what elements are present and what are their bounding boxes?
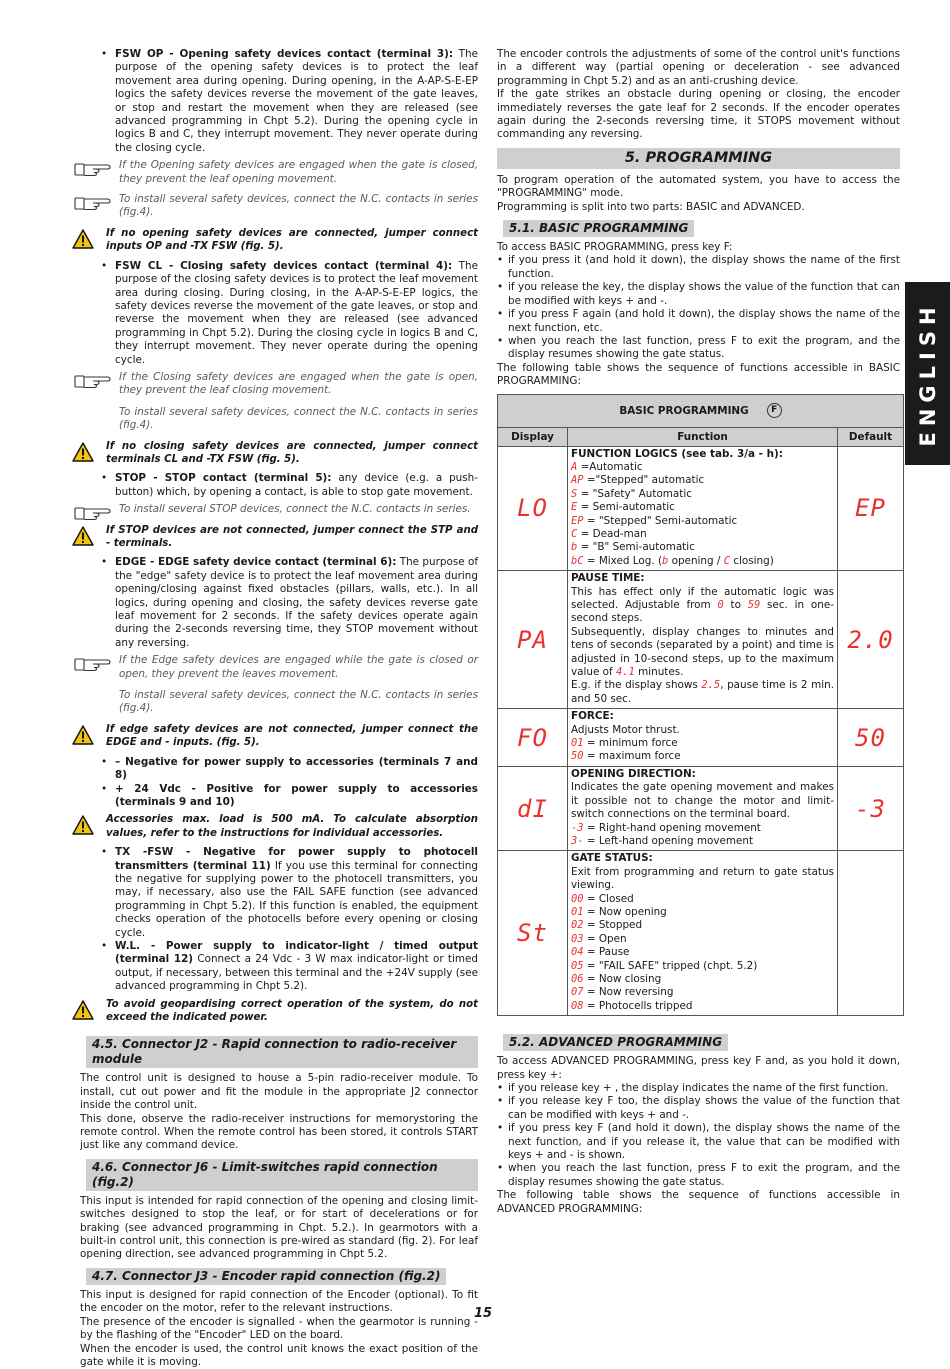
- programming-para-2: Programming is split into two parts: BASIC and ADVANCED.: [497, 201, 900, 214]
- section-4-5-para-2: This done, observe the radio-receiver instructions for memorystoring the remote control. When the remote control has been stored, it controls START just like any command device.: [80, 1113, 478, 1153]
- logic-b: b = "B" Semi-automatic: [571, 541, 834, 554]
- warning-triangle-icon: [72, 725, 94, 745]
- encoder-para-1: The encoder controls the adjustments of some of the control unit's functions in a different way (partial opening or deceleration - see advanced programming in Chpt 5.2) and as an anti-crushing device.: [497, 48, 900, 88]
- stop-title: STOP - STOP contact (terminal 5):: [115, 472, 331, 484]
- fsw-cl-title: FSW CL - Closing safety devices contact (terminal 4):: [115, 260, 452, 272]
- default-value: 2.0: [847, 626, 893, 654]
- warning-triangle-icon: [72, 1000, 94, 1020]
- left-column: [80, 48, 478, 1369]
- page-number: 15: [474, 1306, 492, 1321]
- logic-a: A =Automatic: [571, 461, 834, 474]
- basic-bullet-2: • if you release the key, the display shows the value of the function that can be modified with keys + and -.: [497, 281, 900, 308]
- pointing-hand-icon: [74, 373, 112, 389]
- logic-e: E = Semi-automatic: [571, 501, 834, 514]
- encoder-para-2: If the gate strikes an obstacle during opening or closing, the encoder immediately reverses the gate leaf for 2 seconds. If the encoder operates again during the 2-seconds reversing time, it STOPS movement without commanding any reversing.: [497, 88, 900, 142]
- warning-max-load: Accessories max. load is 500 mA. To calculate absorption values, refer to the instructions for individual accessories.: [80, 813, 478, 840]
- section-4-7-para-1: This input is designed for rapid connection of the Encoder (optional). To fit the encoder on the motor, refer to the relevant instructions.: [80, 1289, 478, 1316]
- logic-bc: bC = Mixed Log. (b opening / C closing): [571, 555, 834, 568]
- warning-triangle-icon: [72, 229, 94, 249]
- basic-bullet-1: • if you press it (and hold it down), the display shows the name of the first function.: [497, 254, 900, 281]
- warning-triangle-icon: [72, 815, 94, 835]
- section-heading-4-5: 4.5. Connector J2 - Rapid connection to radio-receiver module: [86, 1036, 478, 1068]
- header-default: Default: [838, 427, 904, 446]
- advanced-bullet-3: • if you press key F (and hold it down), the display shows the name of the next function, and if you release it, the value that can be modified with keys + and - is shown.: [497, 1122, 900, 1162]
- right-column: [497, 48, 900, 1216]
- table-title-row: [498, 394, 904, 427]
- programming-para-1: To program operation of the automated system, you have to access the "PROGRAMMING" mode.: [497, 174, 900, 201]
- section-4-7-para-3: When the encoder is used, the control unit knows the exact position of the gate while it is moving.: [80, 1343, 478, 1369]
- display-code: FO: [517, 724, 548, 752]
- stop-item: • STOP - STOP contact (terminal 5): any device (e.g. a push-button) which, by opening a contact, is able to stop gate movement.: [80, 472, 478, 499]
- wl-title: W.L. - Power supply to indicator-light / timed output (terminal 12): [115, 940, 478, 965]
- function-cell: FUNCTION LOGICS (see tab. 3/a - h): A =Automatic AP ="Stepped" automatic S = "Safety" Automatic E = Semi-automatic EP = "Stepped" Semi-automatic C = Dead-man b = "B" Semi-automatic bC = Mixed Log. (b opening / C closing): [568, 446, 838, 571]
- logic-ap: AP ="Stepped" automatic: [571, 474, 834, 487]
- fsw-op-title: FSW OP - Opening safety devices contact (terminal 3):: [115, 48, 453, 60]
- warning-opening-jumper: If no opening safety devices are connected, jumper connect inputs OP and -TX FSW (fig. 5).: [80, 227, 478, 254]
- edge-text: The purpose of the "edge" safety device is to protect the leaf movement area during opening/closing against fixed obstacles (pillars, walls, etc.). In all logics, during opening and closing, the safety devices reverse gate leaf movement for 2 seconds. If the safety devices operate again during the 2-seconds reversing time, they STOP movement without any reversing.: [115, 556, 478, 648]
- warning-power: To avoid geopardising correct operation of the system, do not exceed the indicated power.: [80, 998, 478, 1025]
- basic-bullet-4: • when you reach the last function, press F to exit the program, and the display resumes showing the gate status.: [497, 335, 900, 362]
- edge-item: • EDGE - EDGE safety device contact (terminal 6): The purpose of the "edge" safety device is to protect the leaf movement area during opening/closing against fixed obstacles (pillars, walls, etc.). In all logics, during opening and closing, the safety devices reverse gate leaf movement for 2 seconds. If the safety devices operate again during the 2-seconds reversing time, they STOP movement without any reversing.: [80, 556, 478, 650]
- basic-outro: The following table shows the sequence of functions accessible in BASIC PROGRAMMING:: [497, 362, 900, 389]
- pointing-hand-icon: [74, 656, 112, 672]
- fsw-cl-item: • FSW CL - Closing safety devices contact (terminal 4): The purpose of the closing safety devices is to protect the leaf movement area during closing. During closing, in the A-AP-S-E-EP logics, the safety devices reverse the movement of the gate leaves, or stop and reverse the movement when they are released (see advanced programming in Chpt 5.2). During the closing cycle in logics B and C, they interrupt movement. They never operate during the opening cycle.: [80, 260, 478, 367]
- warning-stop-jumper: If STOP devices are not connected, jumper connect the STP and - terminals.: [80, 524, 478, 551]
- status-open: 03 = Open: [571, 933, 834, 946]
- section-heading-4-6: 4.6. Connector J6 - Limit-switches rapid connection (fig.2): [86, 1159, 478, 1191]
- warning-edge-jumper: If edge safety devices are not connected, jumper connect the EDGE and - inputs. (fig. 5).: [80, 723, 478, 750]
- table-row: [498, 851, 904, 1016]
- positive-supply-item: • + 24 Vdc - Positive for power supply to accessories (terminals 9 and 10): [80, 783, 478, 810]
- logic-s: S = "Safety" Automatic: [571, 488, 834, 501]
- tx-fsw-text: If you use this terminal for connecting the negative for supplying power to the photocell transmitters, you may, if necessary, also use the FAIL SAFE function (see advanced programming in Chpt 5.2). If this function is enabled, the equipment checks operation of the photocells before every opening or closing cycle.: [115, 860, 478, 939]
- warning-triangle-icon: [72, 442, 94, 462]
- stop-text: any device (e.g. a push-button) which, by opening a contact, is able to stop gate movement.: [115, 472, 478, 497]
- note-series-3: To install several safety devices, connect the N.C. contacts in series (fig.4).: [80, 689, 478, 716]
- pointing-hand-icon: [74, 161, 112, 177]
- pointing-hand-icon: [74, 505, 112, 521]
- function-cell: FORCE: Adjusts Motor thrust. 01 = minimum force 50 = maximum force: [568, 709, 838, 767]
- basic-programming-table: [497, 394, 904, 1017]
- status-opening: 01 = Now opening: [571, 906, 834, 919]
- advanced-bullet-4: • when you reach the last function, press F to exit the program, and the display resumes showing the gate status.: [497, 1162, 900, 1189]
- default-value: EP: [855, 494, 886, 522]
- section-heading-5: 5. PROGRAMMING: [497, 148, 900, 169]
- advanced-bullet-2: • if you release key F too, the display shows the value of the function that can be modified with keys + and -.: [497, 1095, 900, 1122]
- header-function: Function: [568, 427, 838, 446]
- section-4-7-para-2: The presence of the encoder is signalled - when the gearmotor is running - by the flashing of the "Encoder" LED on the board.: [80, 1316, 478, 1343]
- section-heading-5-2: 5.2. ADVANCED PROGRAMMING: [503, 1034, 728, 1051]
- header-display: Display: [498, 427, 568, 446]
- display-code: PA: [517, 626, 548, 654]
- default-value: -3: [855, 795, 886, 823]
- status-reversing: 07 = Now reversing: [571, 986, 834, 999]
- f-key-icon: F: [767, 403, 782, 418]
- status-closing: 06 = Now closing: [571, 973, 834, 986]
- negative-supply-item: • – Negative for power supply to accessories (terminals 7 and 8): [80, 756, 478, 783]
- logic-ep: EP = "Stepped" Semi-automatic: [571, 515, 834, 528]
- display-code: dI: [517, 795, 548, 823]
- tx-fsw-item: • TX -FSW - Negative for power supply to photocell transmitters (terminal 11) If you use this terminal for connecting the negative for supplying power to the photocell transmitters, you may, if necessary, also use the FAIL SAFE function (see advanced programming in Chpt 5.2). If this function is enabled, the equipment checks operation of the photocells before every opening or closing cycle.: [80, 846, 478, 940]
- basic-intro: To access BASIC PROGRAMMING, press key F:: [497, 241, 900, 254]
- status-stopped: 02 = Stopped: [571, 919, 834, 932]
- section-heading-4-7: 4.7. Connector J3 - Encoder rapid connection (fig.2): [86, 1268, 446, 1285]
- note-opening-engaged: If the Opening safety devices are engaged when the gate is closed, they prevent the leaf opening movement.: [80, 159, 478, 186]
- wl-text: Connect a 24 Vdc - 3 W max indicator-light or timed output, if necessary, between this terminal and the +24V supply (see advanced programming in Chpt 5.2).: [115, 953, 478, 992]
- section-4-5-para-1: The control unit is designed to house a 5-pin radio-receiver module. To install, cut out power and fit the module in the appropriate J2 connector inside the control unit.: [80, 1072, 478, 1112]
- edge-title: EDGE - EDGE safety device contact (terminal 6):: [115, 556, 396, 568]
- table-row: [498, 446, 904, 571]
- note-series-2: To install several safety devices, connect the N.C. contacts in series (fig.4).: [80, 406, 478, 433]
- language-side-tab: [905, 282, 950, 465]
- table-row: [498, 766, 904, 850]
- display-code: LO: [517, 494, 548, 522]
- fsw-op-item: • FSW OP - Opening safety devices contact (terminal 3): The purpose of the opening safety devices is to protect the leaf movement area during opening. During opening, in the A-AP-S-E-EP logics the safety devices reverse the movement of the gate leaves, or stop and restart the movement when they are released (see advanced programming in Chpt 5.2). During the opening cycle in logics B and C, they interrupt movement. They never operate during the closing cycle.: [80, 48, 478, 155]
- fsw-cl-text: The purpose of the closing safety devices is to protect the leaf movement area during closing. During closing, in the A-AP-S-E-EP logics, the safety devices reverse the movement of the gate leaves, or stop and reverse the movement when they are released (see advanced programming in Chpt 5.2). During the closing cycle in logics B and C, they interrupt movement. They never operate during the opening cycle.: [115, 260, 478, 366]
- status-pause: 04 = Pause: [571, 946, 834, 959]
- fsw-op-text: The purpose of the opening safety devices is to protect the leaf movement area during opening. During opening, in the A-AP-S-E-EP logics the safety devices reverse the movement of the gate leaves, or stop and restart the movement when they are released (see advanced programming in Chpt 5.2). During the opening cycle in logics B and C, they interrupt movement. They never operate during the closing cycle.: [115, 48, 478, 154]
- wl-item: • W.L. - Power supply to indicator-light / timed output (terminal 12) Connect a 24 Vdc - 3 W max indicator-light or timed output, if necessary, between this terminal and the +24V supply (see advanced programming in Chpt 5.2).: [80, 940, 478, 994]
- status-closed: 00 = Closed: [571, 893, 834, 906]
- default-value: 50: [855, 724, 886, 752]
- display-code: St: [517, 919, 548, 947]
- function-cell: GATE STATUS: Exit from programming and return to gate status viewing. 00 = Closed 01 = Now opening 02 = Stopped 03 = Open 04 = Pause 05 = "FAIL SAFE" tripped (chpt. 5.2) 06 = Now closing 07 = Now reversing 08 = Photocells tripped: [568, 851, 838, 1016]
- pointing-hand-icon: [74, 195, 112, 211]
- advanced-bullet-1: • if you release key + , the display indicates the name of the first function.: [497, 1082, 900, 1095]
- advanced-outro: The following table shows the sequence of functions accessible in ADVANCED PROGRAMMING:: [497, 1189, 900, 1216]
- tx-fsw-title: TX -FSW - Negative for power supply to photocell transmitters (terminal 11): [115, 846, 478, 871]
- warning-closing-jumper: If no closing safety devices are connected, jumper connect terminals CL and -TX FSW (fig. 5).: [80, 440, 478, 467]
- table-row: [498, 571, 904, 709]
- status-photocells: 08 = Photocells tripped: [571, 1000, 834, 1013]
- warning-triangle-icon: [72, 526, 94, 546]
- section-4-6-para-1: This input is intended for rapid connection of the opening and closing limit-switches designed to stop the leaf, or for start of decelerations or for braking (see advanced programming in Chpt. 5.2.). In gearmotors with a built-in control unit, this connection is pre-wired as standard (fig. 2). For leaf opening direction, see advanced programming in Chpt 5.2.: [80, 1195, 478, 1262]
- table-title: BASIC PROGRAMMING: [619, 405, 748, 417]
- basic-bullet-3: • if you press F again (and hold it down), the display shows the name of the next function, etc.: [497, 308, 900, 335]
- note-series-1: To install several safety devices, connect the N.C. contacts in series (fig.4).: [80, 193, 478, 220]
- note-stop-series: To install several STOP devices, connect the N.C. contacts in series.: [80, 503, 478, 516]
- status-fail-safe: 05 = "FAIL SAFE" tripped (chpt. 5.2): [571, 960, 834, 973]
- language-label: ENGLISH: [916, 301, 940, 446]
- section-heading-5-1: 5.1. BASIC PROGRAMMING: [503, 220, 694, 237]
- function-cell: OPENING DIRECTION: Indicates the gate opening movement and makes it possible not to change the motor and limit-switch connections on the terminal board. -3 = Right-hand opening movement 3- = Left-hand opening movement: [568, 766, 838, 850]
- advanced-intro: To access ADVANCED PROGRAMMING, press key F and, as you hold it down, press key +:: [497, 1055, 900, 1082]
- logic-c: C = Dead-man: [571, 528, 834, 541]
- function-cell: PAUSE TIME: This has effect only if the automatic logic was selected. Adjustable from 0 to 59 sec. in one-second steps. Subsequently, display changes to minutes and tens of seconds (separated by a point) and time is adjusted in 10-second steps, up to the maximum value of 4.1 minutes. E.g. if the display shows 2.5, pause time is 2 min. and 50 sec.: [568, 571, 838, 709]
- note-edge-engaged: If the Edge safety devices are engaged while the gate is closed or open, they prevent the leaves movement.: [80, 654, 478, 681]
- note-closing-engaged: If the Closing safety devices are engaged when the gate is open, they prevent the leaf closing movement.: [80, 371, 478, 398]
- table-row: [498, 709, 904, 767]
